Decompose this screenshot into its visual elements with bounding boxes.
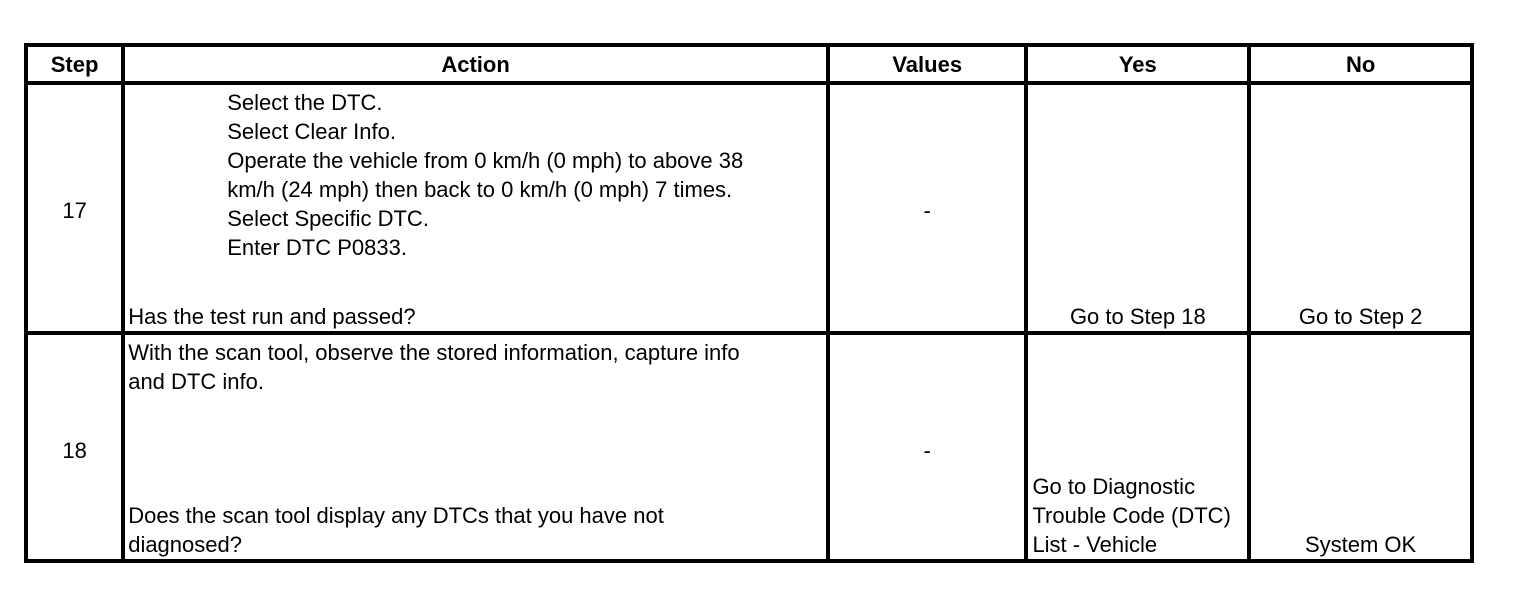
header-yes: Yes — [1026, 45, 1249, 83]
step-cell — [26, 83, 123, 333]
action-cell — [123, 83, 828, 333]
table-header-row — [26, 45, 1472, 83]
action-step: km/h (24 mph) then back to 0 km/h (0 mph) 7 times. — [227, 177, 733, 202]
no-cell — [1249, 83, 1472, 333]
yes-cell — [1026, 83, 1249, 333]
action-step: Operate the vehicle from 0 km/h (0 mph) to above 38 — [227, 148, 744, 173]
value-text: - — [923, 198, 931, 223]
yes-result: Go to Step 18 — [1069, 304, 1206, 329]
header-no: No — [1249, 45, 1472, 83]
value-text: - — [923, 438, 931, 463]
header-action: Action — [123, 45, 828, 83]
action-question: Has the test run and passed? — [128, 304, 416, 329]
header-values: Values — [828, 45, 1026, 83]
table-row — [26, 333, 1472, 561]
action-step: Enter DTC P0833. — [227, 235, 407, 260]
action-lead: With the scan tool, observe the stored information, capture info and DTC info. — [128, 340, 740, 394]
no-result: System OK — [1304, 532, 1417, 557]
action-step: Select the DTC. — [227, 90, 383, 115]
values-cell — [828, 83, 1026, 333]
yes-cell — [1026, 333, 1249, 561]
action-step: Select Specific DTC. — [227, 206, 429, 231]
step-cell — [26, 333, 123, 561]
values-cell — [828, 333, 1026, 561]
no-cell — [1249, 333, 1472, 561]
diagnostic-step-table — [24, 43, 1474, 563]
yes-result: Go to Diagnostic Trouble Code (DTC) List - Vehicle — [1032, 474, 1231, 557]
action-step: Select Clear Info. — [227, 119, 396, 144]
step-number: 17 — [62, 198, 87, 223]
no-result: Go to Step 2 — [1298, 304, 1423, 329]
action-step-list — [227, 88, 822, 262]
header-step: Step — [26, 45, 123, 83]
table-row — [26, 83, 1472, 333]
action-question: Does the scan tool display any DTCs that you have not diagnosed? — [128, 503, 664, 557]
action-cell — [123, 333, 828, 561]
step-number: 18 — [62, 438, 87, 463]
